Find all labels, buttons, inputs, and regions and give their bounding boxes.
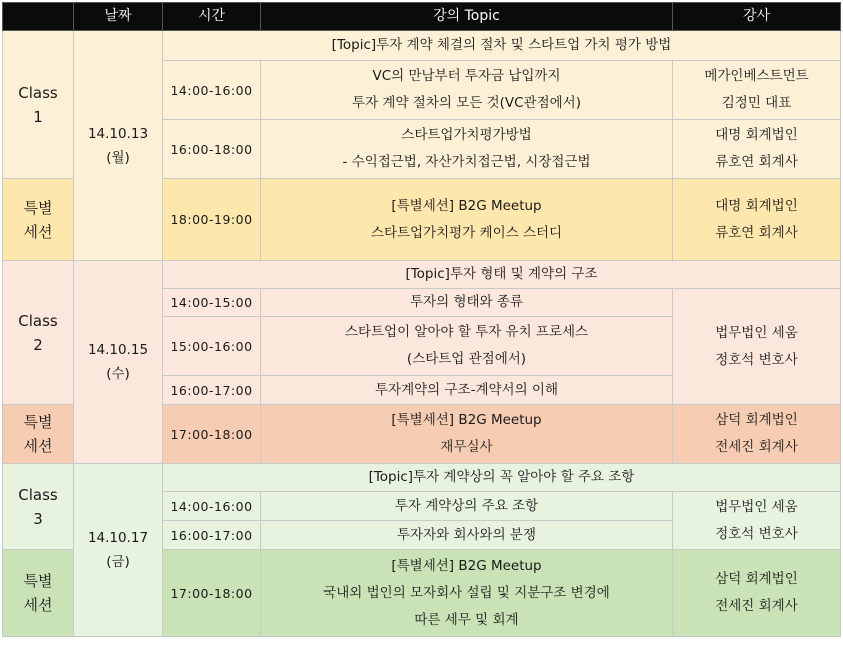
topic-line: - 수익접근법, 자산가치접근법, 시장접근법 [342,154,591,170]
table-row [3,261,841,289]
topic-line: 따른 세무 및 회계 [414,611,519,628]
topic-line: VC의 만남부터 투자금 납입까지 [372,68,561,84]
class-label-text: Class 3 [18,485,58,528]
topic-cell [261,405,673,464]
lecturer-org: 삼덕 회계법인 [715,412,798,428]
topic-cell: 투자자와 회사와의 분쟁 [261,521,673,550]
topic-cell [261,317,673,376]
lecturer-name: 정호석 변호사 [715,351,798,368]
header-date: 날짜 [74,3,163,31]
class-label-text: Class 1 [18,83,58,126]
special-label [3,405,74,464]
lecturer-cell [673,61,841,120]
topic-line: [특별세션] B2G Meetup [391,412,542,428]
special-label [3,550,74,637]
session-date-text: 14.10.15 (수) [87,342,149,382]
topic-cell [261,179,673,261]
special-label-text: 특별 세션 [23,413,53,455]
session-date [74,261,163,464]
topic-line: 스타트업가치평가 케이스 스터디 [370,224,563,241]
lecturer-cell [673,550,841,637]
session-date-text: 14.10.17 (금) [87,530,149,570]
time-cell: 16:00-17:00 [163,521,261,550]
time-cell: 16:00-17:00 [163,376,261,405]
header-lecturer: 강사 [673,3,841,31]
lecturer-org: 법무법인 세움 [715,324,798,341]
topic-line: [특별세션] B2G Meetup [391,557,542,574]
lecturer-cell [673,492,841,550]
topic-line: [특별세션] B2G Meetup [391,197,542,214]
header-row [3,3,841,31]
lecturer-org: 법무법인 세움 [715,498,798,515]
lecturer-name: 전세진 회계사 [715,439,798,455]
lecturer-name: 김정민 대표 [721,95,792,111]
lecturer-cell [673,405,841,464]
time-cell: 17:00-18:00 [163,550,261,637]
special-label-text: 특별 세션 [23,572,53,614]
class-label [3,464,74,550]
lecturer-cell [673,179,841,261]
session-date [74,464,163,637]
session-date-text: 14.10.13 (월) [87,125,149,166]
class-label-text: Class 2 [18,311,58,354]
lecturer-cell [673,289,841,405]
class-label [3,31,74,179]
topic-line: 스타트업가치평가방법 [401,127,532,143]
lecturer-org: 대명 회계법인 [715,127,798,143]
header-blank [3,3,74,31]
header-time: 시간 [163,3,261,31]
topic-cell: 투자의 형태와 종류 [261,289,673,317]
topic-line: 재무실사 [440,439,493,455]
session-date [74,31,163,261]
topic-cell [261,550,673,637]
topic-header: [Topic]투자 형태 및 계약의 구조 [163,261,841,289]
table-row [3,464,841,492]
time-cell: 16:00-18:00 [163,120,261,179]
class-label [3,261,74,405]
lecturer-name: 전세진 회계사 [715,598,798,614]
header-topic: 강의 Topic [261,3,673,31]
lecturer-name: 류호연 회계사 [715,224,798,241]
lecturer-cell [673,120,841,179]
time-cell: 14:00-16:00 [163,61,261,120]
time-cell: 14:00-15:00 [163,289,261,317]
topic-line: 스타트업이 알아야 할 투자 유치 프로세스 [344,324,589,340]
lecturer-org: 삼덕 회계법인 [715,571,798,587]
topic-cell: 투자 계약상의 주요 조항 [261,492,673,521]
time-cell: 17:00-18:00 [163,405,261,464]
topic-cell: 투자계약의 구조-계약서의 이해 [261,376,673,405]
time-cell: 18:00-19:00 [163,179,261,261]
topic-line: 국내외 법인의 모자회사 설립 및 지분구조 변경에 [323,584,610,601]
lecturer-org: 대명 회계법인 [715,197,798,214]
topic-header: [Topic]투자 계약 체결의 절차 및 스타트업 가치 평가 방법 [163,31,841,61]
lecturer-name: 류호연 회계사 [715,154,798,170]
lecturer-name: 정호석 변호사 [715,525,798,542]
topic-line: 투자 계약 절차의 모든 것(VC관점에서) [352,95,581,111]
topic-line: (스타트업 관점에서) [406,351,527,367]
schedule-table [2,2,841,637]
topic-cell [261,61,673,120]
topic-header: [Topic]투자 계약상의 꼭 알아야 할 주요 조항 [163,464,841,492]
time-cell: 14:00-16:00 [163,492,261,521]
topic-cell [261,120,673,179]
table-row [3,31,841,61]
time-cell: 15:00-16:00 [163,317,261,376]
special-label [3,179,74,261]
special-label-text: 특별 세션 [23,198,53,241]
lecturer-org: 메가인베스트먼트 [704,68,809,84]
